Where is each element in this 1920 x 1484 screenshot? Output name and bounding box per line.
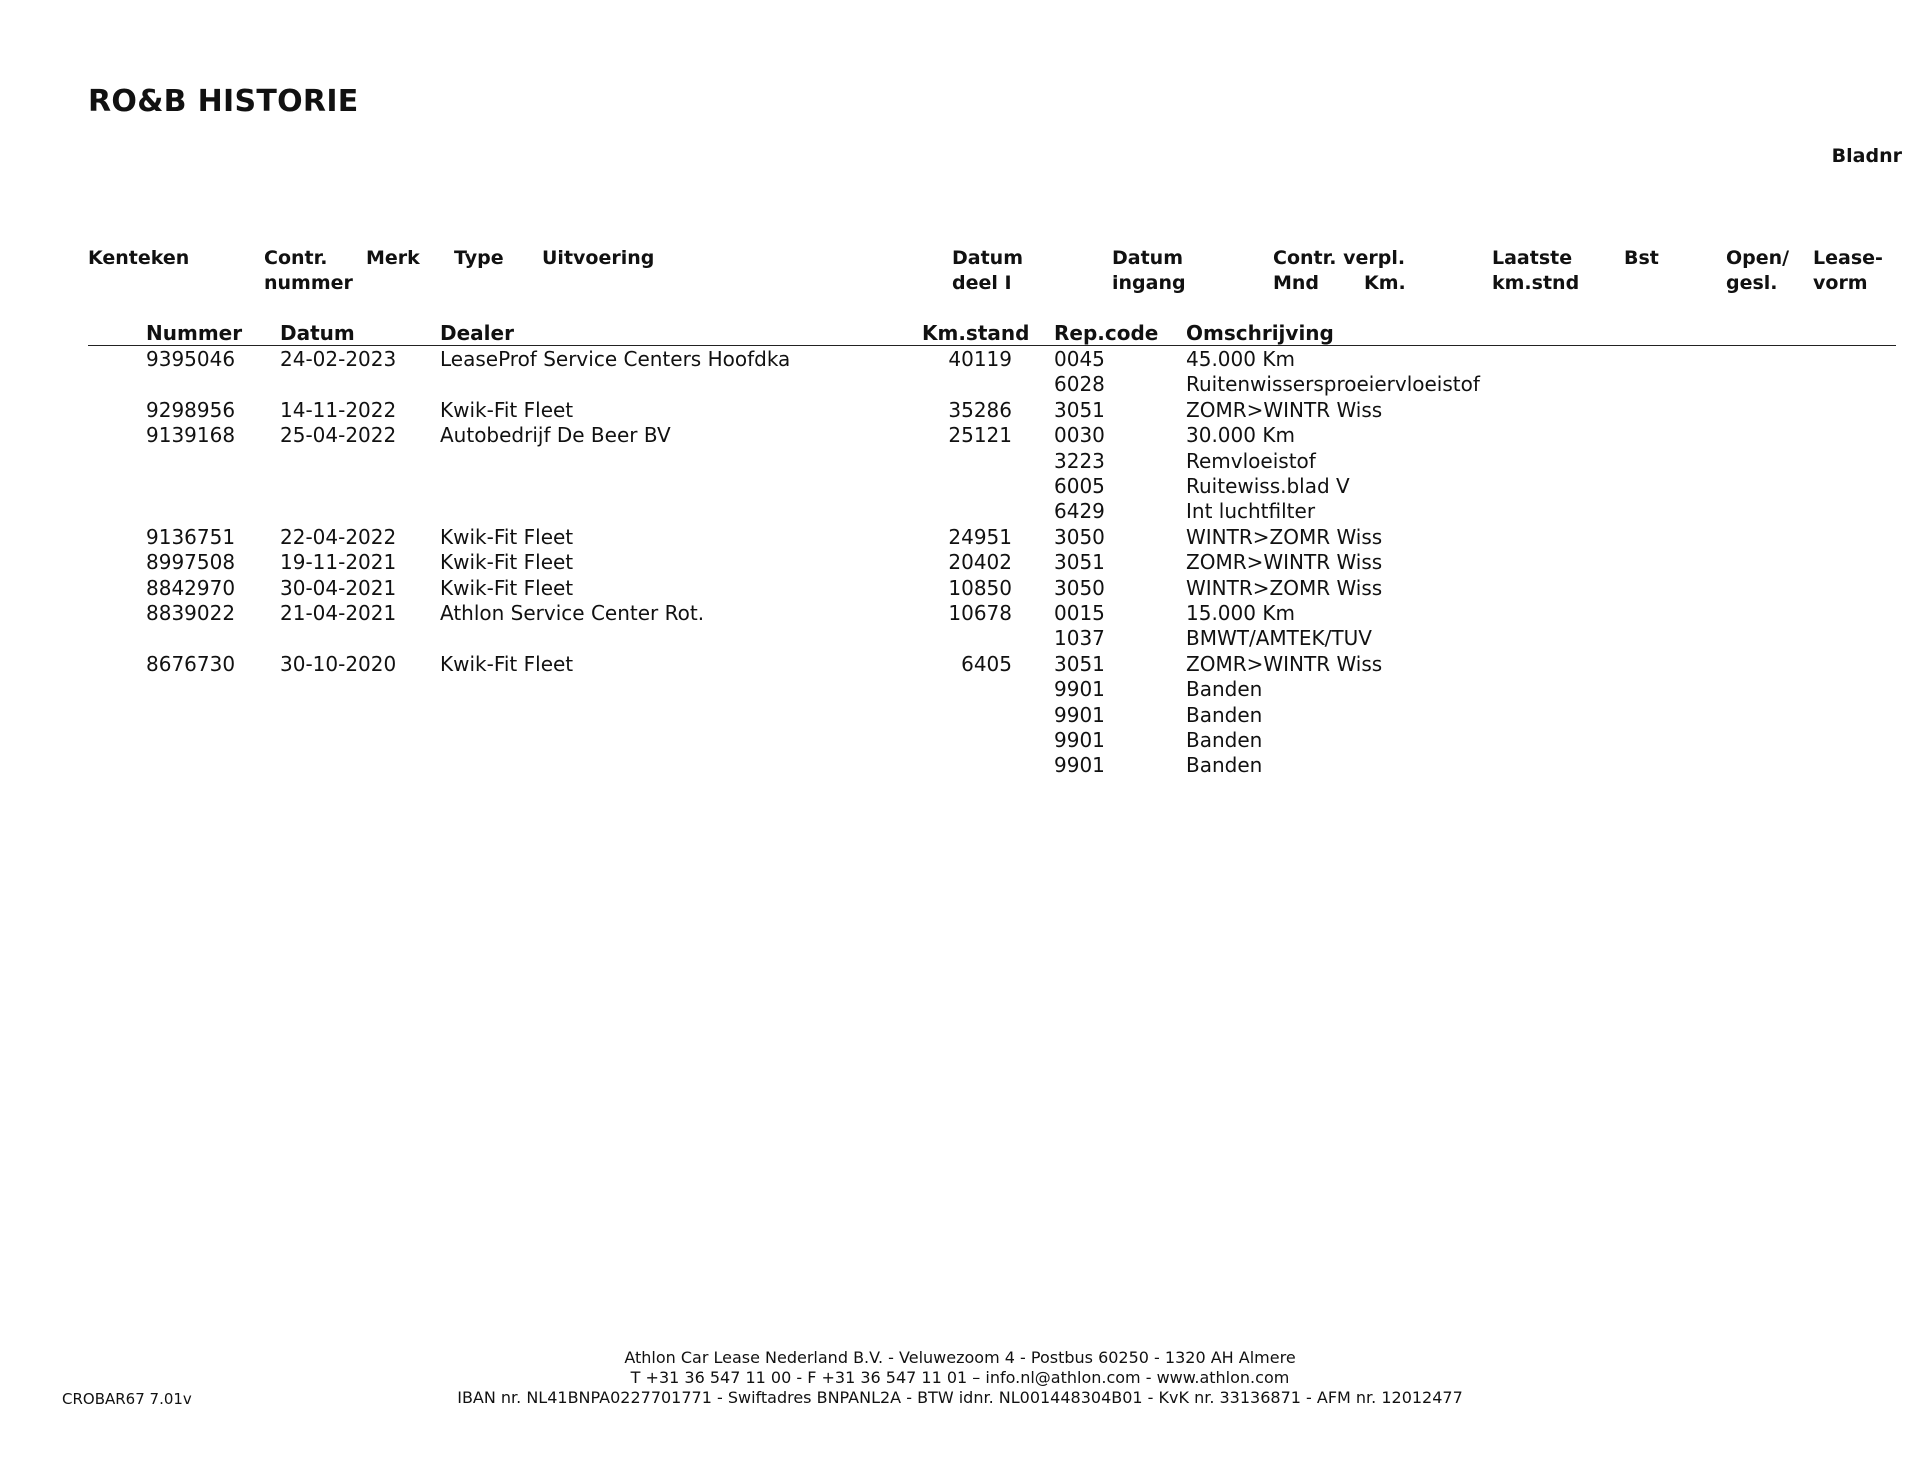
header-km: Km. — [1364, 272, 1406, 294]
cell-datum: 14-11-2022 — [280, 397, 397, 422]
subheader-rep-code: Rep.code — [1054, 321, 1159, 345]
cell-code: 0030 — [1054, 423, 1105, 448]
subheader-km-stand: Km.stand — [922, 321, 1030, 345]
header-datum-ingang: Datum ingang — [1112, 247, 1186, 294]
cell-omschrijving: ZOMR>WINTR Wiss — [1186, 651, 1383, 676]
cell-dealer: LeaseProf Service Centers Hoofdka — [440, 347, 791, 371]
cell-omschrijving: ZOMR>WINTR Wiss — [1186, 550, 1383, 575]
header-merk: Merk — [366, 247, 420, 269]
cell-dealer: Kwik-Fit Fleet — [440, 397, 574, 422]
cell-datum: 25-04-2022 — [280, 423, 397, 448]
header-open-gesl: Open/ gesl. — [1726, 247, 1790, 294]
footer-registration: IBAN nr. NL41BNPA0227701771 - Swiftadres BNPANL2A - BTW idnr. NL001448304B01 - KvK nr. 33136871 - AFM nr. 12012477 — [457, 1388, 1463, 1407]
cell-dealer: Autobedrijf De Beer BV — [440, 423, 671, 448]
cell-code: 3051 — [1054, 651, 1105, 676]
version-label: CROBAR67 7.01v — [62, 1390, 192, 1408]
cell-nummer: 8676730 — [146, 651, 236, 676]
cell-nummer: 9139168 — [146, 423, 236, 448]
cell-code: 9901 — [1054, 728, 1105, 752]
cell-code: 3050 — [1054, 575, 1105, 600]
cell-km: 35286 — [948, 397, 1012, 422]
cell-km: 20402 — [948, 550, 1012, 575]
cell-code: 3223 — [1054, 448, 1105, 473]
cell-dealer: Kwik-Fit Fleet — [440, 575, 574, 600]
cell-omschrijving: Remvloeistof — [1186, 448, 1316, 473]
cell-km: 10678 — [948, 601, 1012, 625]
header-divider — [88, 345, 1896, 346]
cell-omschrijving: Banden — [1186, 677, 1263, 702]
header-laatste-km: Laatste km.stnd — [1492, 247, 1580, 294]
cell-omschrijving: Ruitewiss.blad V — [1186, 474, 1350, 498]
cell-datum: 30-10-2020 — [280, 651, 397, 676]
cell-omschrijving: 45.000 Km — [1186, 347, 1295, 371]
cell-omschrijving: ZOMR>WINTR Wiss — [1186, 397, 1383, 422]
header-contr-verpl: Contr. verpl. — [1273, 247, 1406, 269]
cell-nummer: 9395046 — [146, 347, 236, 371]
cell-omschrijving: WINTR>ZOMR Wiss — [1186, 524, 1383, 549]
cell-code: 0015 — [1054, 601, 1105, 625]
cell-code: 0045 — [1054, 347, 1105, 371]
footer-address: Athlon Car Lease Nederland B.V. - Veluwezoom 4 - Postbus 60250 - 1320 AH Almere — [624, 1348, 1296, 1367]
page-title: RO&B HISTORIE — [88, 84, 359, 119]
cell-dealer: Athlon Service Center Rot. — [440, 601, 705, 625]
cell-km: 40119 — [948, 347, 1012, 371]
subheader-nummer: Nummer — [146, 321, 243, 345]
cell-datum: 21-04-2021 — [280, 601, 397, 625]
subheader-datum: Datum — [280, 321, 355, 345]
cell-datum: 19-11-2021 — [280, 550, 397, 575]
cell-code: 9901 — [1054, 677, 1105, 702]
cell-omschrijving: WINTR>ZOMR Wiss — [1186, 575, 1383, 600]
footer-contact: T +31 36 547 11 00 - F +31 36 547 11 01 – info.nl@athlon.com - www.athlon.com — [630, 1368, 1290, 1387]
cell-dealer: Kwik-Fit Fleet — [440, 651, 574, 676]
cell-dealer: Kwik-Fit Fleet — [440, 524, 574, 549]
header-bst: Bst — [1624, 247, 1659, 269]
subheader-dealer: Dealer — [440, 321, 514, 345]
cell-datum: 24-02-2023 — [280, 347, 397, 371]
cell-nummer: 8997508 — [146, 550, 236, 575]
header-uitvoering: Uitvoering — [542, 247, 655, 269]
cell-datum: 22-04-2022 — [280, 524, 397, 549]
cell-omschrijving: Ruitenwissersproeiervloeistof — [1186, 372, 1480, 397]
cell-code: 6028 — [1054, 372, 1105, 397]
subheader-omschrijving: Omschrijving — [1186, 321, 1334, 345]
cell-code: 6429 — [1054, 499, 1105, 524]
cell-datum: 30-04-2021 — [280, 575, 397, 600]
cell-nummer: 9298956 — [146, 397, 236, 422]
bladnr-label: Bladnr — [1831, 145, 1902, 167]
header-kenteken: Kenteken — [88, 247, 190, 269]
cell-dealer: Kwik-Fit Fleet — [440, 550, 574, 575]
header-type: Type — [454, 247, 504, 269]
header-datum-deel: Datum deel I — [952, 247, 1023, 294]
cell-km: 24951 — [948, 524, 1012, 549]
cell-code: 3051 — [1054, 397, 1105, 422]
cell-omschrijving: BMWT/AMTEK/TUV — [1186, 626, 1372, 651]
cell-km: 10850 — [948, 575, 1012, 600]
cell-omschrijving: Int luchtfilter — [1186, 499, 1316, 524]
cell-omschrijving: 15.000 Km — [1186, 601, 1295, 625]
cell-code: 9901 — [1054, 702, 1105, 727]
cell-code: 1037 — [1054, 626, 1105, 651]
header-lease-vorm: Lease- vorm — [1813, 247, 1883, 294]
cell-omschrijving: Banden — [1186, 728, 1263, 752]
header-mnd: Mnd — [1273, 272, 1320, 294]
cell-code: 3051 — [1054, 550, 1105, 575]
cell-omschrijving: Banden — [1186, 702, 1263, 727]
cell-nummer: 8842970 — [146, 575, 236, 600]
company-footer — [0, 1348, 1920, 1408]
cell-km: 6405 — [961, 651, 1012, 676]
cell-nummer: 9136751 — [146, 524, 236, 549]
cell-omschrijving: Banden — [1186, 753, 1263, 778]
cell-code: 9901 — [1054, 753, 1105, 778]
cell-nummer: 8839022 — [146, 601, 236, 625]
cell-km: 25121 — [948, 423, 1012, 448]
cell-code: 6005 — [1054, 474, 1105, 498]
header-contr-nummer: Contr. nummer — [264, 247, 353, 294]
cell-code: 3050 — [1054, 524, 1105, 549]
cell-omschrijving: 30.000 Km — [1186, 423, 1295, 448]
